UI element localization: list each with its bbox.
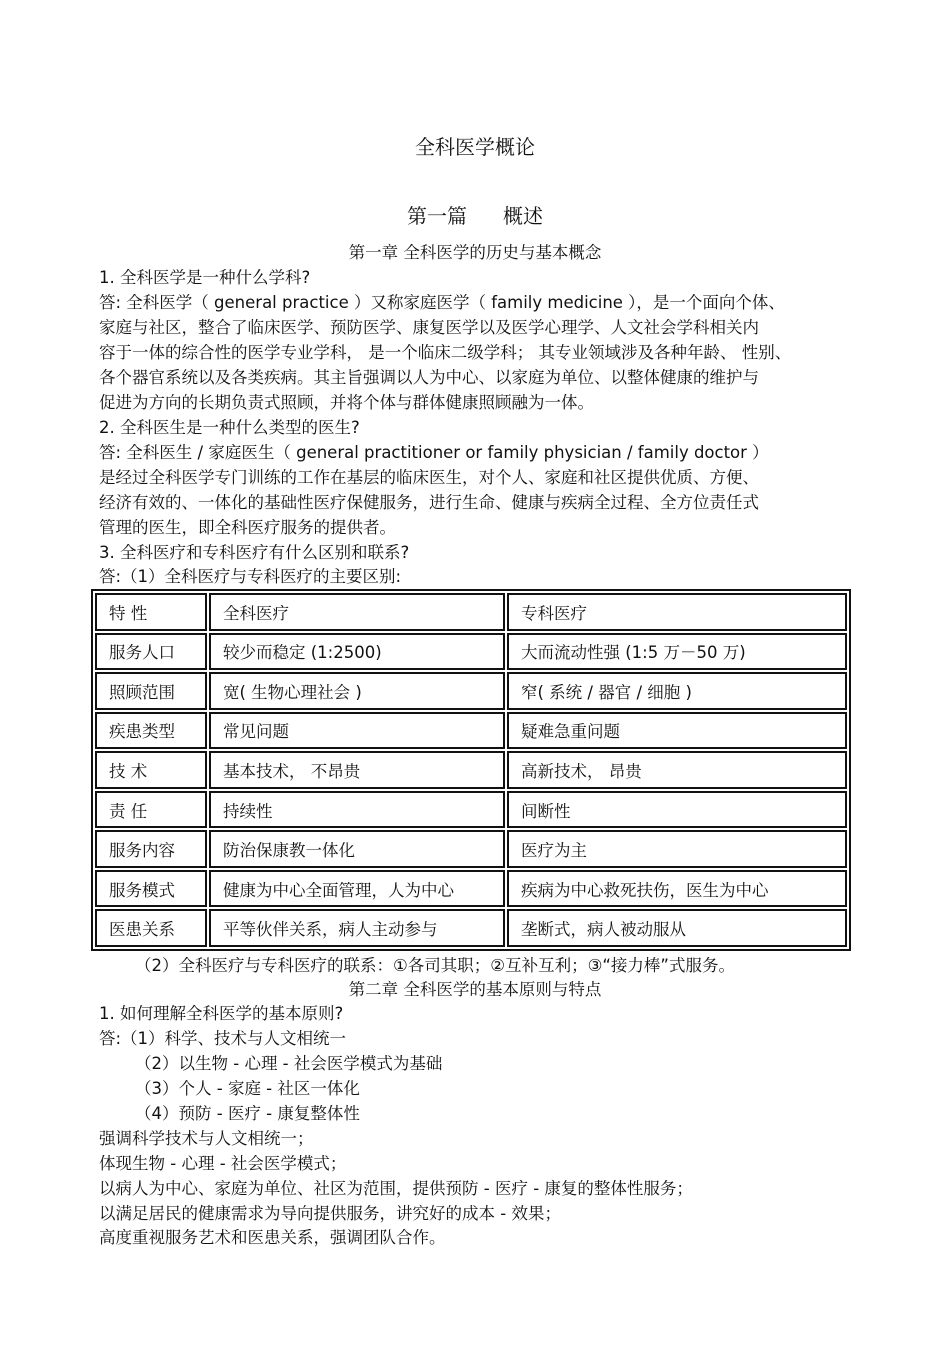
table-cell: 持续性 <box>209 791 505 829</box>
table-cell: 照顾范围 <box>95 672 207 710</box>
table-cell: 服务人口 <box>95 633 207 671</box>
table-cell: 较少而稳定 (1:2500) <box>209 633 505 671</box>
summary-line: 以满足居民的健康需求为导向提供服务，讲究好的成本 - 效果； <box>99 1204 561 1223</box>
table-header-cell: 专科医疗 <box>507 593 847 631</box>
table-cell: 医患关系 <box>95 909 207 947</box>
table-cell: 健康为中心全面管理，人为中心 <box>209 870 505 908</box>
table-header-cell: 特 性 <box>95 593 207 631</box>
table-row <box>95 870 847 908</box>
table-cell: 防治保康教一体化 <box>209 830 505 868</box>
table-row <box>95 672 847 710</box>
table-header-row <box>95 593 847 631</box>
summary-line: 体现生物 - 心理 - 社会医学模式； <box>99 1154 347 1173</box>
part-title <box>0 204 950 228</box>
comparison-table <box>91 589 851 951</box>
question-1: 1. 全科医学是一种什么学科? <box>99 268 311 287</box>
table-row <box>95 633 847 671</box>
table-row <box>95 830 847 868</box>
table-cell: 宽( 生物心理社会 ) <box>209 672 505 710</box>
principle-item: （4）预防 - 医疗 - 康复整体性 <box>135 1104 360 1123</box>
table-cell: 疑难急重问题 <box>507 712 847 750</box>
document-title: 全科医学概论 <box>415 135 535 159</box>
table-cell: 疾患类型 <box>95 712 207 750</box>
table-cell: 服务模式 <box>95 870 207 908</box>
table-row <box>95 791 847 829</box>
part-name: 概述 <box>503 204 543 228</box>
chapter-2-answer-1: 答:（1）科学、技术与人文相统一 <box>99 1029 347 1048</box>
answer-1-line-1: 答: 全科医学（ general practice ）又称家庭医学（ family medicine ），是一个面向个体、 <box>99 293 785 312</box>
table-cell: 责 任 <box>95 791 207 829</box>
answer-2-line-1: 答: 全科医生 / 家庭医生（ general practitioner or family physician / family doctor ） <box>99 443 769 462</box>
answer-2-line-4: 管理的医生，即全科医疗服务的提供者。 <box>99 518 396 537</box>
table-cell: 间断性 <box>507 791 847 829</box>
table-cell: 常见问题 <box>209 712 505 750</box>
answer-1-line-2: 家庭与社区，整合了临床医学、预防医学、康复医学以及医学心理学、人文社会学科相关内 <box>99 318 759 337</box>
summary-line: 强调科学技术与人文相统一； <box>99 1129 314 1148</box>
answer-2-line-2: 是经过全科医学专门训练的工作在基层的临床医生，对个人、家庭和社区提供优质、方便、 <box>99 468 759 487</box>
chapter-1-title: 第一章 全科医学的历史与基本概念 <box>348 243 602 262</box>
table-row <box>95 751 847 789</box>
answer-1-line-4: 各个器官系统以及各类疾病。其主旨强调以人为中心、以家庭为单位、以整体健康的维护与 <box>99 368 759 387</box>
table-cell: 垄断式，病人被动服从 <box>507 909 847 947</box>
table-cell: 医疗为主 <box>507 830 847 868</box>
chapter-2-question-1: 1. 如何理解全科医学的基本原则? <box>99 1004 344 1023</box>
answer-2-line-3: 经济有效的、一体化的基础性医疗保健服务，进行生命、健康与疾病全过程、全方位责任式 <box>99 493 759 512</box>
question-3: 3. 全科医疗和专科医疗有什么区别和联系? <box>99 543 410 562</box>
summary-line: 高度重视服务艺术和医患关系，强调团队合作。 <box>99 1228 446 1247</box>
principle-item: （2）以生物 - 心理 - 社会医学模式为基础 <box>135 1054 443 1073</box>
chapter-2-title: 第二章 全科医学的基本原则与特点 <box>348 980 602 999</box>
principle-item: （3）个人 - 家庭 - 社区一体化 <box>135 1079 360 1098</box>
table-cell: 窄( 系统 / 器官 / 细胞 ) <box>507 672 847 710</box>
answer-1-line-3: 容于一体的综合性的医学专业学科， 是一个临床二级学科； 其专业领域涉及各种年龄、 性别、 <box>99 343 792 362</box>
table-cell: 平等伙伴关系，病人主动参与 <box>209 909 505 947</box>
summary-line: 以病人为中心、家庭为单位、社区为范围，提供预防 - 医疗 - 康复的整体性服务； <box>99 1179 693 1198</box>
table-row <box>95 712 847 750</box>
table-cell: 大而流动性强 (1:5 万－50 万) <box>507 633 847 671</box>
answer-1-line-5: 促进为方向的长期负责式照顾，并将个体与群体健康照顾融为一体。 <box>99 393 594 412</box>
table-cell: 疾病为中心救死扶伤，医生为中心 <box>507 870 847 908</box>
table-cell: 服务内容 <box>95 830 207 868</box>
table-header-cell: 全科医疗 <box>209 593 505 631</box>
table-cell: 基本技术， 不昂贵 <box>209 751 505 789</box>
answer-3-intro: 答:（1）全科医疗与专科医疗的主要区别: <box>99 567 402 586</box>
table-cell: 高新技术， 昂贵 <box>507 751 847 789</box>
question-2: 2. 全科医生是一种什么类型的医生? <box>99 418 360 437</box>
table-row <box>95 909 847 947</box>
table-cell: 技 术 <box>95 751 207 789</box>
part-number: 第一篇 <box>407 204 467 228</box>
answer-3-relation: （2）全科医疗与专科医疗的联系：①各司其职；②互补互利；③“接力棒”式服务。 <box>135 956 735 975</box>
